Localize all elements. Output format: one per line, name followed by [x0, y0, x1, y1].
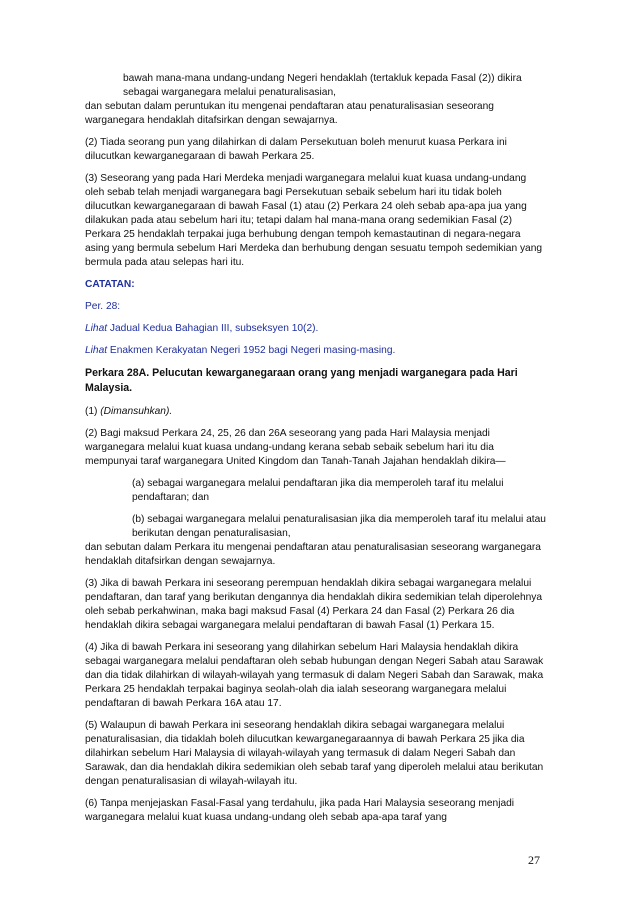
- lihat-word: Lihat: [85, 345, 108, 356]
- article-28a-clause-6: (6) Tanpa menjejaskan Fasal-Fasal yang terdahulu, jika pada Hari Malaysia seseorang menjadi warganegara melalui kuat kuasa undang-undang oleh sebab apa-apa taraf yang: [85, 798, 515, 823]
- clause-1-text: (Dimansuhkan).: [100, 406, 173, 417]
- article-28a-clause-1: [85, 405, 547, 419]
- article-28a-clause-2a: (a) sebagai warganegara melalui pendaftaran jika dia memperoleh taraf itu melalui pendaftaran; dan: [132, 478, 504, 503]
- clause-number: (1): [85, 406, 101, 417]
- document-page: [85, 72, 547, 833]
- article-28a-heading: Perkara 28A. Pelucutan kewarganegaraan orang yang menjadi warganegara pada Hari Malaysia.: [85, 367, 518, 394]
- clause-3: (3) Seseorang yang pada Hari Merdeka menjadi warganegara melalui kuat kuasa undang-undang oleh sebab telah menjadi warganegara bagi Persekutuan sebaik sebelum hari itu tidak boleh dilucutkan kewarganegaraan di bawah Fasal (1) atau (2) Perkara 24 oleh sebab apa-apa jua yang dilakukan pada atau sebelum hari itu; tetapi dalam hal mana-mana orang sedemikian Fasal (2) Perkara 25 hendaklah terpakai juga berhubung dengan tempoh kemastautinan di negara-negara asing yang bermula sebelum Hari Merdeka dan berhubung dengan sesuatu tempoh sedemikian yang bermula pada atau selepas hari itu.: [85, 173, 543, 268]
- lihat-note-2[interactable]: [85, 344, 547, 358]
- article-28a-clause-2b: (b) sebagai warganegara melalui penaturalisasian jika dia memperoleh taraf itu melalui atau berikutan dengan penaturalisasian,: [132, 514, 546, 539]
- article-28a-clause-5: (5) Walaupun di bawah Perkara ini seseorang hendaklah dikira sebagai warganegara melalui penaturalisasian, dia tidaklah boleh dilucutkan kewarganegaraannya di bawah Perkara 25 jika dia dilahirkan sebelum Hari Malaysia di wilayah-wilayah yang termasuk di dalam Negeri Sabah dan Sarawak, dan dia hendaklah dikira sedemikian oleh sebab taraf yang diperoleh melalui atau berikutan dengan penaturalisasian di wilayah-wilayah itu.: [85, 720, 544, 787]
- lihat-note-1-text: Jadual Kedua Bahagian III, subseksyen 10(2).: [107, 323, 319, 334]
- intro-continuation: bawah mana-mana undang-undang Negeri hendaklah (tertakluk kepada Fasal (2)) dikira sebagai warganegara melalui penaturalisasian,: [123, 73, 522, 98]
- article-28a-clause-2-tail: dan sebutan dalam Perkara itu mengenai pendaftaran atau penaturalisasian seseorang warganegara hendaklah ditafsirkan dengan sewajarnya.: [85, 542, 541, 567]
- page-number: 27: [528, 853, 540, 867]
- catatan-label: CATATAN:: [85, 279, 135, 290]
- lihat-word: Lihat: [85, 323, 108, 334]
- article-28a-clause-3: (3) Jika di bawah Perkara ini seseorang perempuan hendaklah dikira sebagai warganegara melalui pendaftaran, dan taraf yang berikutan dengannya dia hendaklah dikira sedemikian telah diperolehnya oleh sebab perkahwinan, maka bagi maksud Fasal (4) Perkara 24 dan Fasal (2) Perkara 26 dia hendaklah dikira sebagai warganegara melalui pendaftaran di bawah Fasal (1) Perkara 15.: [85, 578, 543, 631]
- article-28a-clause-2: (2) Bagi maksud Perkara 24, 25, 26 dan 26A seseorang yang pada Hari Malaysia menjadi warganegara melalui kuat kuasa undang-undang kerana sebab sebaik sebelum hari itu dia mempunyai taraf warganegara United Kingdom dan Tanah-Tanah Jajahan hendaklah dikira—: [85, 428, 506, 467]
- article-28a-clause-4: (4) Jika di bawah Perkara ini seseorang yang dilahirkan sebelum Hari Malaysia hendaklah dikira sebagai warganegara melalui pendaftaran oleh sebab hubungan dengan Negeri Sabah atau Sarawak dan dia tidak dilahirkan di wilayah-wilayah yang termasuk di dalam Negeri Sabah dan Sarawak, maka Perkara 25 hendaklah terpakai baginya seolah-olah dia ialah seseorang warganegara melalui pendaftaran di bawah Perkara 16A atau 17.: [85, 642, 544, 709]
- intro-tail: dan sebutan dalam peruntukan itu mengenai pendaftaran atau penaturalisasian seseorang warganegara hendaklah ditafsirkan dengan sewajarnya.: [85, 101, 494, 126]
- lihat-note-2-text: Enakmen Kerakyatan Negeri 1952 bagi Negeri masing-masing.: [107, 345, 396, 356]
- lihat-note-1[interactable]: [85, 322, 547, 336]
- per-28-label: Per. 28:: [85, 301, 121, 312]
- clause-2: (2) Tiada seorang pun yang dilahirkan di dalam Persekutuan boleh menurut kuasa Perkara ini dilucutkan kewarganegaraan di bawah Perkara 25.: [85, 137, 507, 162]
